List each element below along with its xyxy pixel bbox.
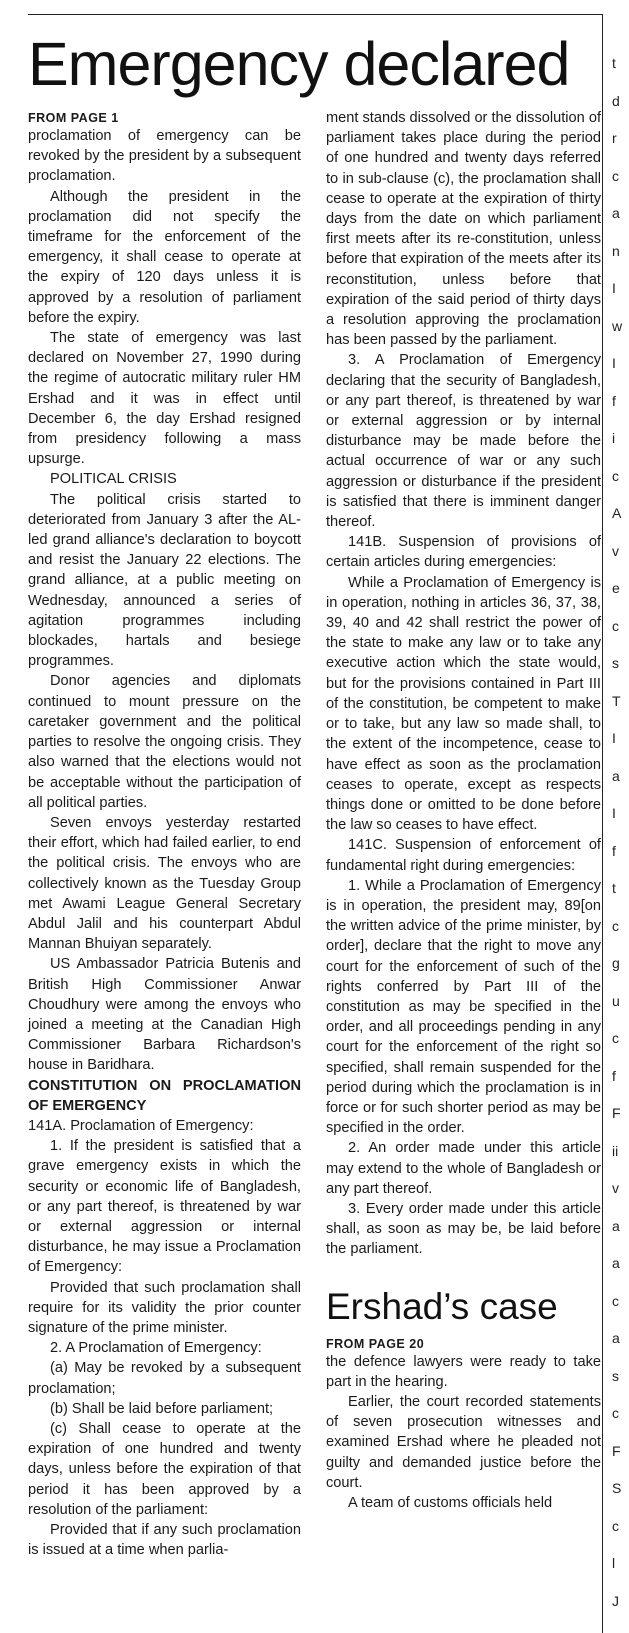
paragraph: Although the president in the proclamation did not specify the timeframe for the enforcement of the emergency, it shall cease to operate at the expiry of 120 days unless it is approved by a resolution of parliament before the expiry. bbox=[28, 188, 301, 326]
adjacent-column-letter: c bbox=[612, 1517, 619, 1534]
adjacent-column-letter: s bbox=[612, 655, 619, 671]
paragraph: The state of emergency was last declared on November 27, 1990 during the regime of autocratic military ruler HM Ershad and it was in effect until December 6, the day Ershad resigned from presidency following a mass upsurge. bbox=[28, 330, 301, 468]
article-141a-clause-2-proviso: Provided that if any such proclamation is issued at a time when parlia- bbox=[28, 1522, 301, 1559]
adjacent-column-letter: v bbox=[612, 542, 619, 559]
adjacent-column-letter: c bbox=[612, 617, 619, 634]
adjacent-column-fragment bbox=[612, 0, 626, 1633]
adjacent-column-letter: c bbox=[612, 917, 619, 934]
adjacent-column-letter: l bbox=[612, 1555, 616, 1571]
article-141a-clause-2c: (c) Shall cease to operate at the expiration of one hundred and twenty days, unless before the expiration of that period it has been approved by a resolution of the parliament: bbox=[28, 1421, 301, 1518]
adjacent-column-letter: I bbox=[612, 730, 616, 746]
article-141a-title: 141A. Proclamation of Emergency: bbox=[28, 1117, 254, 1134]
adjacent-column-letter: a bbox=[612, 1255, 620, 1271]
paragraph: Seven envoys yesterday restarted their effort, which had failed earlier, to end the political crisis. The envoys who are collectively known as the Tuesday Group met Awami League General Secretary Abdul Jalil and his counterpart Abdul Mannan Bhuiyan separately. bbox=[28, 814, 301, 953]
adjacent-column-letter: T bbox=[612, 692, 621, 709]
paragraph: proclamation of emergency can be revoked by the president by a subsequent proclamation. bbox=[28, 128, 301, 185]
adjacent-column-letter: a bbox=[612, 767, 620, 784]
article-141c-clause-1: 1. While a Proclamation of Emergency is in operation, the president may, 89[on the written advice of the prime minister, by order], declare that the right to move any court for the enforcement of such of the rights conferred by Part III of the constitution as may be specified in the order, and all proceedings pending in any court for the enforcement of the right so specified, shall remain suspended for the period during which the proclamation is in force or for such shorter period as may be specified in the order. bbox=[326, 877, 601, 1137]
adjacent-column-letter: S bbox=[612, 1480, 622, 1496]
adjacent-column-letter: F bbox=[612, 1105, 621, 1121]
adjacent-column-letter: u bbox=[612, 992, 620, 1009]
adjacent-column-letter: g bbox=[612, 955, 620, 971]
adjacent-column-letter: e bbox=[612, 580, 620, 596]
adjacent-column-letter: a bbox=[612, 1217, 620, 1234]
adjacent-column-letter: v bbox=[612, 1180, 619, 1196]
left-column bbox=[28, 110, 301, 1560]
article-141a-clause-1: 1. If the president is satisfied that a grave emergency exists in which the security or economic life of Bangladesh, or any part thereof, is threatened by war or external aggression or internal disturbance, he may issue a Proclamation of Emergency: bbox=[28, 1138, 301, 1276]
adjacent-column-letter: I bbox=[612, 355, 616, 371]
adjacent-column-letter: c bbox=[612, 1405, 619, 1421]
paragraph: Donor agencies and diplomats continued to mount pressure on the caretaker government and the political parties to resolve the ongoing crisis. They also warned that the elections would not be acceptable without the participation of all political parties. bbox=[28, 673, 301, 811]
article-141c-clause-2: 2. An order made under this article may extend to the whole of Bangladesh or any part thereof. bbox=[326, 1140, 601, 1197]
adjacent-column-letter: r bbox=[612, 130, 617, 146]
adjacent-column-letter: A bbox=[612, 505, 622, 521]
article-141c-title: 141C. Suspension of enforcement of fundamental right during emergencies: bbox=[326, 837, 601, 874]
paragraph: Earlier, the court recorded statements of seven prosecution witnesses and examined Ershad where he pleaded not guilty and demanded justice before the court. bbox=[326, 1393, 601, 1491]
second-headline: Ershad’s case bbox=[326, 1285, 558, 1327]
adjacent-column-letter: d bbox=[612, 92, 620, 109]
article-141a-clause-2a: (a) May be revoked by a subsequent proclamation; bbox=[28, 1360, 301, 1397]
top-rule bbox=[28, 14, 602, 15]
adjacent-column-letter: c bbox=[612, 167, 619, 184]
article-141b-title: 141B. Suspension of provisions of certain articles during emergencies: bbox=[326, 534, 601, 571]
subhead-constitution: CONSTITUTION ON PROCLAMATION OF EMERGENCY bbox=[28, 1077, 301, 1114]
article-141a-clause-3: 3. A Proclamation of Emergency declaring that the security of Bangladesh, or any part thereof, is threatened by war or external aggression or by internal disturbance may be made before the actual occurrence of war or any such aggression or disturbance if the president is satisfied that there is imminent danger thereof. bbox=[326, 352, 601, 531]
article-141b-body: While a Proclamation of Emergency is in operation, nothing in articles 36, 37, 38, 39, 40 and 42 shall restrict the power of the state to make any law or to take any executive action which the state would, but for the provisions contained in Part III of the constitution, be competent to make or to take, but any law so made shall, to the extent of the incompetence, cease to have effect as soon as the proclamation ceases to operate, except as respects things done or omitted to be done before the law so ceases to have effect. bbox=[326, 574, 601, 834]
adjacent-column-letter: F bbox=[612, 1442, 621, 1459]
from-page-kicker: FROM PAGE 20 bbox=[326, 1336, 425, 1351]
adjacent-column-letter: a bbox=[612, 1330, 620, 1346]
adjacent-column-letter: I bbox=[612, 280, 616, 296]
from-page-kicker: FROM PAGE 1 bbox=[28, 111, 119, 125]
adjacent-column-letter: t bbox=[612, 55, 616, 71]
adjacent-column-letter: i bbox=[612, 430, 616, 446]
adjacent-column-letter: f bbox=[612, 842, 616, 859]
column-rule-right bbox=[602, 14, 603, 1633]
adjacent-column-letter: s bbox=[612, 1367, 619, 1384]
adjacent-column-letter: ii bbox=[612, 1142, 619, 1159]
adjacent-column-letter: t bbox=[612, 880, 616, 896]
article-141a-clause-2b: (b) Shall be laid before parliament; bbox=[50, 1400, 274, 1417]
adjacent-column-letter: c bbox=[612, 467, 619, 484]
adjacent-column-letter: n bbox=[612, 242, 620, 259]
adjacent-column-letter: c bbox=[612, 1292, 619, 1309]
adjacent-column-letter: w bbox=[612, 317, 623, 334]
adjacent-column-letter: f bbox=[612, 1067, 616, 1084]
paragraph: the defence lawyers were ready to take part in the hearing. bbox=[326, 1353, 601, 1390]
paragraph: A team of customs officials held bbox=[348, 1495, 553, 1511]
adjacent-column-letter: c bbox=[612, 1030, 619, 1046]
paragraph: US Ambassador Patricia Butenis and British High Commissioner Anwar Choudhury were among the envoys who joined a meeting at the Canadian High Commissioner Barbara Richardson's house in Baridhara. bbox=[28, 956, 301, 1074]
paragraph-continuation: ment stands dissolved or the dissolution of parliament takes place during the period of one hundred and twenty days referred to in sub-clause (c), the proclamation shall cease to operate at the expiration of thirty days from the date on which parliament first meets after its re-constitution, unless before that expiration of the meets after its reconstitution, unless before that expiration of the said period of thirty days a resolution approving the proclamation has been passed by the parliament. bbox=[326, 110, 602, 349]
article-141a-proviso: Provided that such proclamation shall require for its validity the prior counter signature of the prime minister. bbox=[28, 1279, 301, 1336]
adjacent-column-letter: a bbox=[612, 205, 620, 221]
middle-column bbox=[326, 108, 601, 1513]
adjacent-column-letter: I bbox=[612, 805, 616, 821]
paragraph: The political crisis started to deteriorated from January 3 after the AL-led grand alliance's declaration to boycott and resist the January 22 elections. The grand alliance, at a public meeting on Wednesday, announced a series of agitation programmes including blockades, hartals and besiege programmes. bbox=[28, 491, 301, 670]
main-headline: Emergency declared bbox=[28, 30, 570, 98]
article-141c-clause-3: 3. Every order made under this article shall, as soon as may be, be laid before the parliament. bbox=[326, 1200, 601, 1258]
subhead-political-crisis: POLITICAL CRISIS bbox=[50, 471, 177, 488]
adjacent-column-letter: f bbox=[612, 392, 616, 409]
adjacent-column-letter: J bbox=[612, 1592, 619, 1609]
article-141a-clause-2-title: 2. A Proclamation of Emergency: bbox=[50, 1340, 262, 1357]
